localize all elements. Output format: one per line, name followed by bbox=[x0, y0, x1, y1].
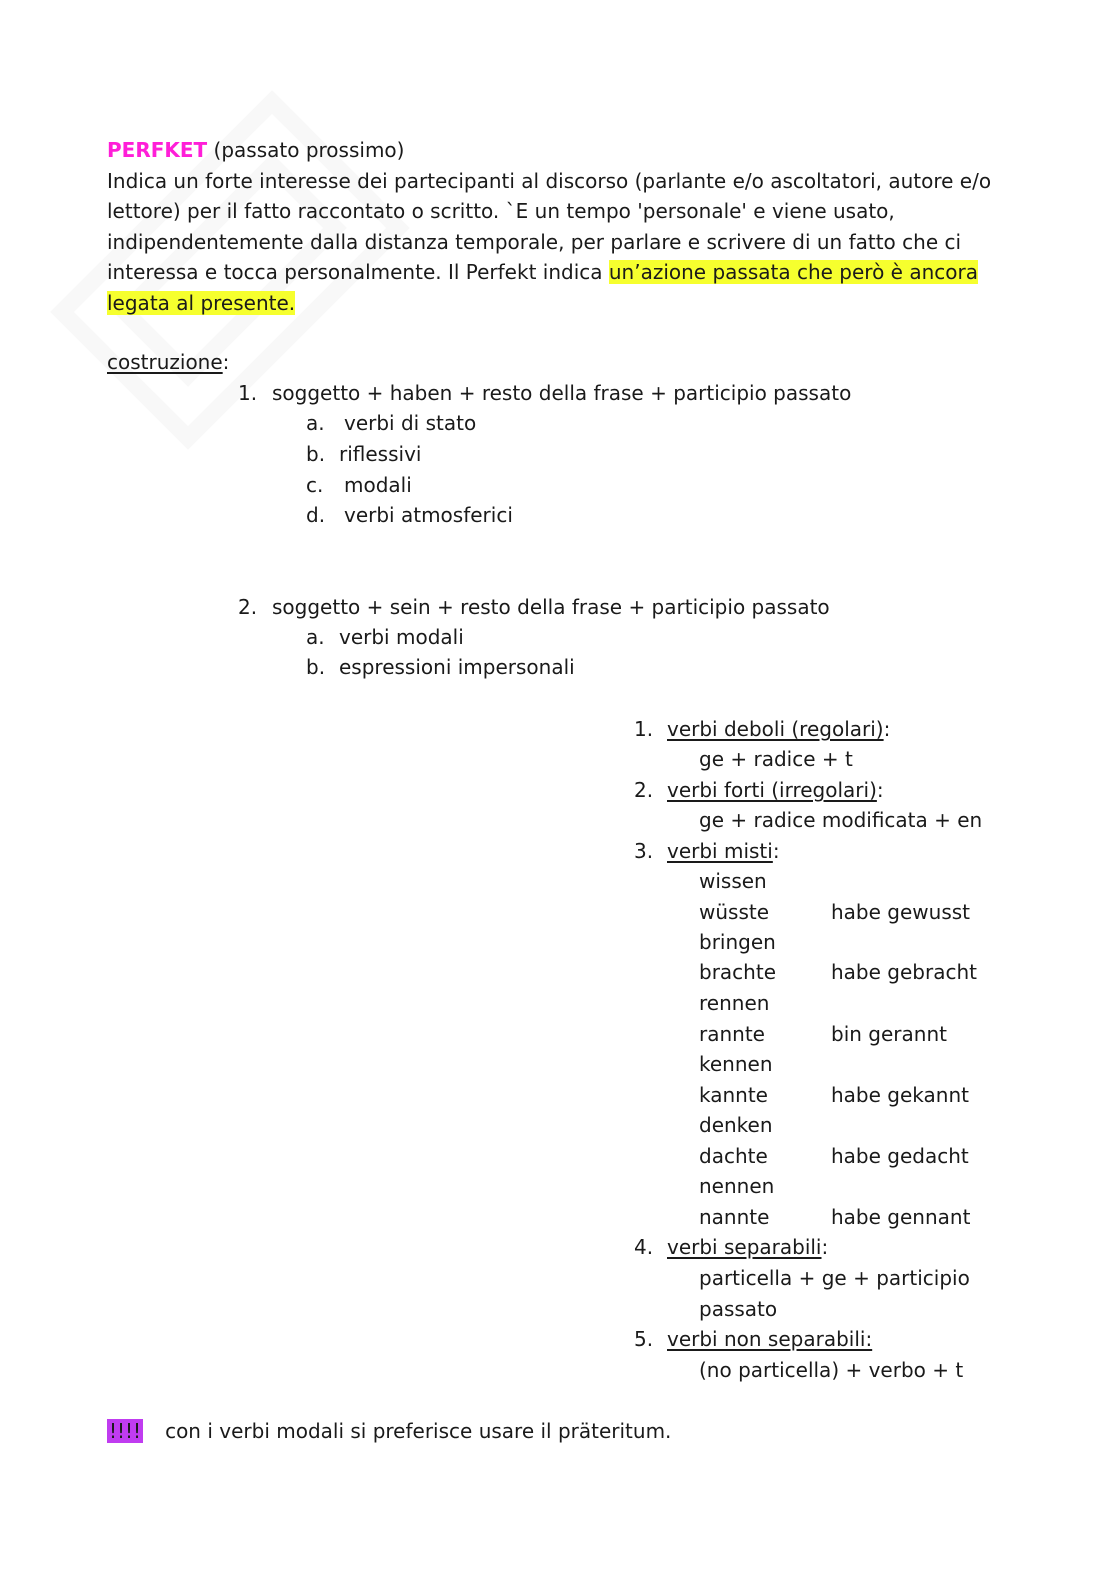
verb-preterite: wüsste bbox=[699, 900, 770, 924]
intro-paragraph bbox=[107, 135, 1012, 319]
verb-infinitive: rennen bbox=[699, 991, 770, 1015]
verb-preterite: nannte bbox=[699, 1205, 770, 1229]
rule-text: ge + radice modificata + en bbox=[699, 808, 983, 832]
note-text: con i verbi modali si preferisce usare il präteritum. bbox=[165, 1419, 672, 1443]
sub-list-item: a. verbi di stato bbox=[306, 411, 477, 435]
rule-text: passato bbox=[699, 1297, 778, 1321]
section-subtitle: (passato prossimo) bbox=[213, 138, 405, 162]
list-item: 2. soggetto + sein + resto della frase + participio passato bbox=[238, 595, 830, 619]
note-marker: !!!! bbox=[109, 1419, 142, 1443]
verb-preterite: kannte bbox=[699, 1083, 768, 1107]
verb-perfect: habe gekannt bbox=[831, 1083, 969, 1107]
verb-preterite: dachte bbox=[699, 1144, 768, 1168]
sub-list-item: c. modali bbox=[306, 473, 412, 497]
list-item: 1. verbi deboli (regolari): bbox=[634, 717, 891, 741]
rule-text: ge + radice + t bbox=[699, 747, 853, 771]
sub-list-item: b. riflessivi bbox=[306, 442, 422, 466]
intro-text: Indica un forte interesse dei partecipanti al discorso (parlante e/o ascoltatori, autore e/o lettore) per il fatto raccontato o scritto. `E un tempo 'personale' e viene usato, indipendentemente dalla distanza temporale, per parlare e scrivere di un fatto che ci interessa e tocca personalmente. Il Perfekt indica bbox=[107, 168, 992, 285]
list-item: 5. verbi non separabili: bbox=[634, 1327, 873, 1351]
verb-infinitive: nennen bbox=[699, 1174, 775, 1198]
verb-infinitive: denken bbox=[699, 1113, 773, 1137]
verb-preterite: brachte bbox=[699, 960, 776, 984]
highlighted-text: un’azione passata che però è ancora legata al presente. bbox=[107, 260, 978, 315]
list-item: 4. verbi separabili: bbox=[634, 1235, 829, 1259]
rule-text: particella + ge + participio bbox=[699, 1266, 970, 1290]
verb-perfect: habe gennant bbox=[831, 1205, 971, 1229]
construction-heading: costruzione: bbox=[107, 350, 230, 374]
verb-perfect: habe gedacht bbox=[831, 1144, 969, 1168]
rule-text: (no particella) + verbo + t bbox=[699, 1358, 964, 1382]
verb-perfect: bin gerannt bbox=[831, 1022, 947, 1046]
verb-infinitive: bringen bbox=[699, 930, 776, 954]
section-title: PERFKET bbox=[107, 138, 208, 162]
sub-list-item: d. verbi atmosferici bbox=[306, 503, 513, 527]
list-item: 1. soggetto + haben + resto della frase + participio passato bbox=[238, 381, 852, 405]
note-line bbox=[107, 1416, 671, 1446]
verb-infinitive: wissen bbox=[699, 869, 767, 893]
verb-perfect: habe gebracht bbox=[831, 960, 977, 984]
sub-list-item: b. espressioni impersonali bbox=[306, 655, 575, 679]
verb-perfect: habe gewusst bbox=[831, 900, 971, 924]
list-item: 2. verbi forti (irregolari): bbox=[634, 778, 884, 802]
verb-preterite: rannte bbox=[699, 1022, 765, 1046]
list-item: 3. verbi misti: bbox=[634, 839, 780, 863]
verb-infinitive: kennen bbox=[699, 1052, 773, 1076]
sub-list-item: a. verbi modali bbox=[306, 625, 464, 649]
